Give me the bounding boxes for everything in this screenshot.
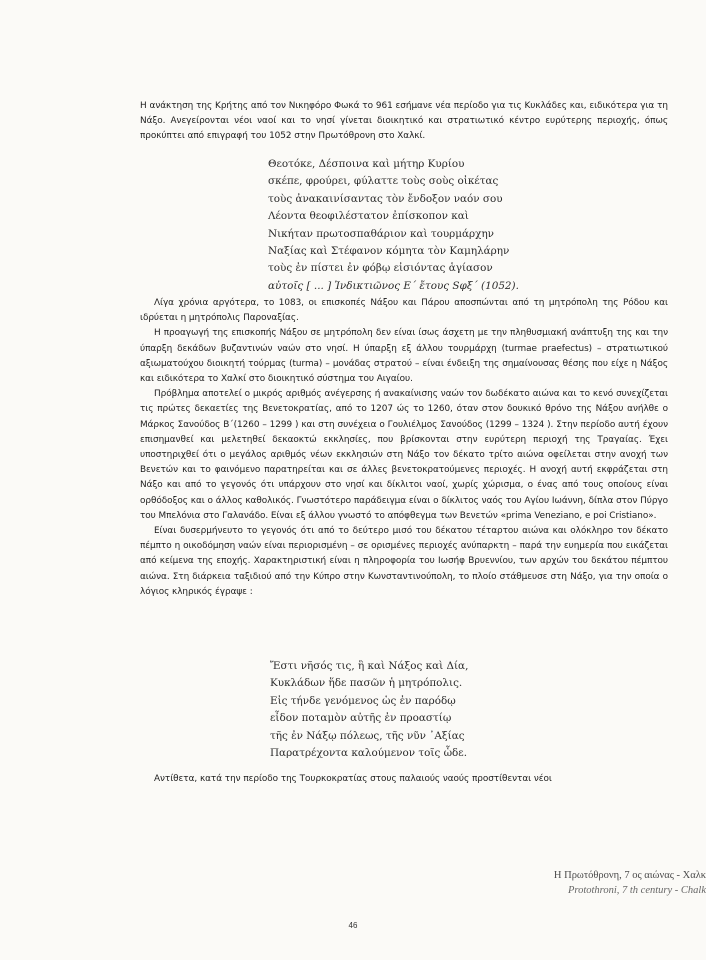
inscription-line: αὐτοῖς [ ... ] Ἰνδικτιῶνος Ε΄ ἔτους Sφξ΄ (1052). (268, 279, 519, 292)
poem-line: Εἰς τήνδε γενόμενος ὡς ἐν παρόδῳ (270, 694, 456, 707)
paragraph: Λίγα χρόνια αργότερα, το 1083, οι επισκοπές Νάξου και Πάρου αποσπώνται από τη μητρόπολη της Ρόδου και ιδρύεται η μητρόπολις Παροναξίας. (140, 298, 668, 324)
closing-paragraph (140, 772, 668, 787)
inscription-line: τοὺς ἀνακαινίσαντας τὸν ἔνδοξον ναόν σου (268, 192, 503, 205)
poem-line: εἶδον ποταμὸν αὐτῆς ἐν προαστίῳ (270, 712, 452, 725)
page-number: 46 (348, 921, 358, 930)
intro-paragraph (140, 99, 668, 145)
paragraph: Η προαγωγή της επισκοπής Νάξου σε μητρόπολη δεν είναι ίσως άσχετη με την πληθυσμιακή ανάπτυξη της και την ύπαρξη δεκάδων βυζαντινών ναών στο νησί. Η ύπαρξη εξ άλλου τουρμάρχη (turmae praefectus) – στρατιωτικού αξιωματούχου διοικητή τούρμας (turma) – μονάδας στρατού – είναι ένδειξη της σημαίνουσας θέσης που είχε η Νάξος και ειδικότερα το Χαλκί στο διοικητικό σύστημα του Αιγαίου. (140, 328, 668, 385)
inscription-line: σκέπε, φρούρει, φύλαττε τοὺς σοὺς οἰκέτας (268, 175, 499, 188)
poem-verse (270, 658, 468, 762)
inscription-line: Θεοτόκε, Δέσποινα καὶ μήτηρ Κυρίου (268, 158, 465, 170)
inscription-line: Λέοντα θεοφιλέστατον ἐπίσκοπον καὶ (268, 210, 469, 223)
figure-caption-english: Protothroni, 7 th century - Chalk (567, 885, 706, 896)
inscription-line: Νικήταν πρωτοσπαθάριον καὶ τουρμάρχην (268, 227, 494, 240)
paragraph: Πρόβλημα αποτελεί ο μικρός αριθμός ανέγερσης ή ανακαίνισης ναών τον δωδέκατο αιώνα και το κενό συνεχίζεται τις πρώτες δεκαετίες της Βενετοκρατίας, από το 1207 ώς το 1260, όταν στον δουκικό θρόνο της Νάξου ανήλθε ο Μάρκος Σανούδος Β΄(1260 – 1299 ) και στη συνέχεια ο Γουλιέλμος Σανούδος (1299 – 1324 ). Στην περίοδο αυτή έχουν επισημανθεί και μελετηθεί δεκαοκτώ εκκλησίες, που βρίσκονται στην ευρύτερη περιοχή της Τραγαίας. Έχει υποστηριχθεί ότι ο μεγάλος αριθμός νέων εκκλησιών στη Νάξο τον δέκατο τρίτο αιώνα οφείλεται στην ανοχή των Βενετών και το φαινόμενο παρατηρείται και σε άλλες βενετοκρατούμενες περιοχές. Η ανοχή αυτή εκφράζεται στη Νάξο και από το γεγονός ότι υπάρχουν στο νησί και δίκλιτοι ναοί, χωρίς χώρισμα, ο ένας από τους οποίους είναι ορθόδοξος και ο άλλος καθολικός. Γνωστότερο παράδειγμα είναι ο δίκλιτος ναός του Αγίου Ιωάννη, δίπλα στον Πύργο του Μπελόνια στο Γαλανάδο. Είναι εξ άλλου γνωστό το απόφθεγμα των Βενετών «prima Veneziano, e poi Cristiano». (140, 389, 668, 521)
intro-text: Η ανάκτηση της Κρήτης από τον Νικηφόρο Φωκά το 961 εσήμανε νέα περίοδο για τις Κυκλάδες και, ειδικότερα για τη Νάξο. Ανεγείρονται νέοι ναοί και το νησί γίνεται διοικητικό και στρατιωτικό κέντρο ευρύτερης περιοχής, όπως προκύπτει από επιγραφή του 1052 στην Πρωτόθρονη στο Χαλκί. (140, 101, 668, 142)
paragraph: Είναι δυσερμήνευτο το γεγονός ότι από το δεύτερο μισό του δέκατου τέταρτου αιώνα και ολόκληρο τον δέκατο πέμπτο η οικοδόμηση ναών είναι περιορισμένη – σε ορισμένες περιοχές ανύπαρκτη – παρά την ευημερία που εικάζεται από κείμενα της εποχής. Χαρακτηριστική είναι η πληροφορία του Ιωσήφ Βρυεννίου, των αρχών του δεκάτου πέμπτου αιώνα. Στη διάρκεια ταξιδιού από την Κύπρο στην Κωνσταντινούπολη, το πλοίο στάθμευσε στη Νάξο, για την οποία ο λόγιος κληρικός έγραψε : (140, 526, 668, 597)
poem-line: τῆς ἐν Νάξῳ πόλεως, τῆς νῦν ᾿Αξίας (270, 729, 465, 742)
poem-line: Κυκλάδων ἥδε πασῶν ἡ μητρόπολις. (270, 677, 463, 690)
inscription-line: Ναξίας καὶ Στέφανον κόμητα τὸν Καμηλάρην (268, 245, 510, 258)
closing-text: Αντίθετα, κατά την περίοδο της Τουρκοκρατίας στους παλαιούς ναούς προστίθενται νέοι (154, 774, 552, 784)
poem-line: Παρατρέχοντα καλούμενον τοῖς ὧδε. (270, 747, 467, 760)
inscription-verse (268, 156, 519, 295)
poem-line: Ἔστι νῆσός τις, ἣ καὶ Νάξος καὶ Δία, (270, 660, 469, 672)
figure-caption-greek: Η Πρωτόθρονη, 7 ος αιώνας - Χαλκ (553, 870, 706, 881)
body-text (140, 296, 668, 600)
inscription-line: τοὺς ἐν πίστει ἐν φόβῳ εἰσιόντας ἁγίασον (268, 262, 493, 275)
